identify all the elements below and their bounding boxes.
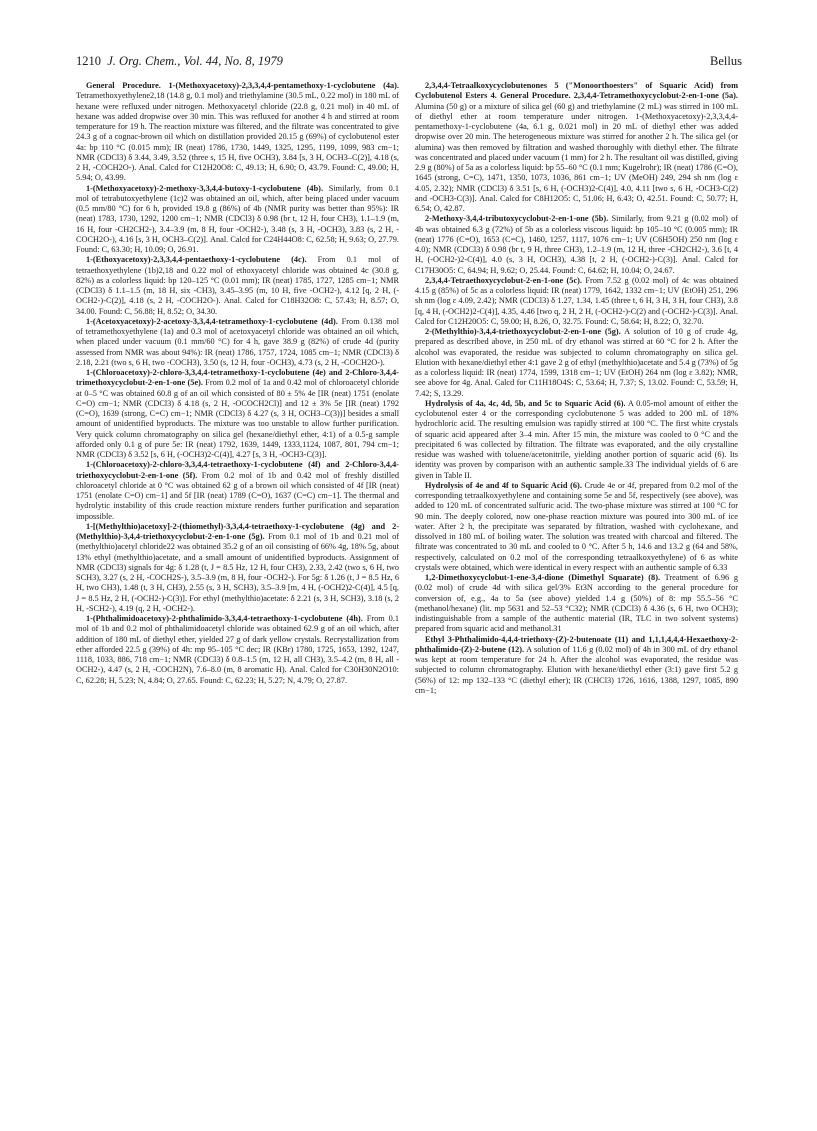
paragraph-body: Crude 4e or 4f, prepared from 0.2 mol of the corresponding tetraalkoxyethylene and containing some 5e and 5f, respectively (see above), was added to 120 mL of concentrated sulfuric acid. The two-phase mixture was stirred at 100 °C for 90 min. The deeply colored, now one-phase reaction mixture was poured into 300 mL of ice water. After 2 h, the precipitate was separated by filtration, washed with cyclohexane, and dissolved in 180 mL of boiling water. The solution was treated with charcoal and filtered. The filtrate was concentrated to 30 mL and cooled to 0 °C. After 5 h, 14.6 and 13.2 g (64 and 58%, respectively, calculated on 0.2 mol of the corresponding tetraalkoxyethylene) of 6 as white crystals were obtained, which were identical in every respect with an authentic sample of 6.33 <box>415 480 738 572</box>
paragraph <box>415 214 738 276</box>
paragraph <box>415 481 738 573</box>
paragraph <box>76 614 399 686</box>
paragraph-heading: 1-[(Methylthio)acetoxy]-2-(thiomethyl)-3,3,4,4-tetraethoxy-1-cyclobutene (4g) and 2-(Methylthio)-3,4,4-triethoxycyclobut-2-en-1-one (5g). <box>76 521 399 541</box>
paragraph-heading: 1-(Acetoxyacetoxy)-2-acetoxy-3,3,4,4-tetramethoxy-1-cyclobutene (4d). <box>86 316 338 326</box>
journal-citation: J. Org. Chem., Vol. 44, No. 8, 1979 <box>107 54 283 68</box>
paragraph-body: A solution of 11.6 g (0.02 mol) of 4h in 300 mL of dry ethanol was kept at room temperature for 24 h. After the alcohol was evaporated, the residue was subjected to column chromatography. Elution with hexane/diethyl ether (3:1) gave first 5.2 g (56%) of 12: mp 132–133 °C (diethyl ether); IR (CHCl3) 1726, 1616, 1388, 1297, 1085, 890 cm−1; <box>415 644 738 695</box>
paragraph <box>415 635 738 697</box>
paragraph-heading: 1-(Ethoxyacetoxy)-2,3,3,4,4-pentaethoxy-1-cyclobutene (4c). <box>86 255 307 265</box>
paragraph-heading: 2-Methoxy-3,4,4-tributoxycyclobut-2-en-1-one (5b). <box>425 214 609 224</box>
header-left <box>76 54 283 69</box>
paragraph <box>415 573 738 635</box>
paragraph-heading: 1-(Chloroacetoxy)-2-chloro-3,3,4,4-tetramethoxy-1-cyclobutene (4e) and 2-Chloro-3,4,4-trimethoxycyclobut-2-en-1-one (5e). <box>76 368 399 388</box>
paragraph-body: A solution of 10 g of crude 4g, prepared as described above, in 250 mL of dry ethanol was stirred at 60 °C for 2 h. After the alcohol was evaporated, the residue was subjected to column chromatography on silica gel. Elution with hexane/diethyl ether 4:1 gave 2 g of ethyl (methylthio)acetate and 5.4 g (73%) of 5g as a colorless liquid: IR (neat) 1774, 1599, 1318 cm−1; UV (EtOH) 264 nm (log ε 3.82); NMR, see above for 4g. Anal. Calcd for C11H18O4S: C, 53.64; H, 7.37; S, 13.02. Found: C, 53.59; H, 7.42; S, 13.29. <box>415 327 738 398</box>
paragraph-heading: 2,3,4,4-Tetraethoxycyclobut-2-en-1-one (5c). <box>425 275 582 285</box>
paragraph-body: From 0.1 mol of tetraethoxyethylene (1b)2,18 and 0.22 mol of ethoxyacetyl chloride was obtained 4c (30.8 g, 82%) as a colorless liquid: bp 120–125 °C (0.01 mm); IR (neat) 1785, 1727, 1285 cm−1; NMR (CDCl3) δ 1.1–1.5 (m, 18 H, six -CH3), 3.45–3.95 (m, 10 H, five -OCH2-), 4.12 [q, 2 H, (-OCH2-)-C(2)], 4.18 (s, 2 H, -COCH2O-). Anal. Calcd for C18H32O8: C, 57.43; H, 8.57; O, 34.00. Found: C, 56.88; H, 8.52; O, 34.30. <box>76 255 399 316</box>
paragraph <box>76 460 399 522</box>
paragraph-heading: Ethyl 3-Phthalimido-4,4,4-triethoxy-(Z)-2-butenoate (11) and 1,1,1,4,4,4-Hexaethoxy-2-phthalimido-(Z)-2-butene (12). <box>415 634 738 654</box>
paragraph-body: Similarly, from 9.21 g (0.02 mol) of 4b was obtained 6.3 g (72%) of 5b as a colorless viscous liquid: bp 105–10 °C (0.005 mm); IR (neat) 1776 (C=O), 1653 (C=C), 1460, 1257, 1117, 1076 cm−1; UV (C6H5OH) 250 nm (log ε 4.0); NMR (CDCl3) δ 0.98 (br t, 9 H, three CH3), 1.2–1.9 (m, 12 H, three -CH2CH2-), 3.6 [t, 4 H, (-OCH2-)2-C(4)], 4.0 (s, 3 H, OCH3), 4.38 [t, 2 H, (-OCH2-)-C(3)]. Anal. Calcd for C17H30O5: C, 64.94; H, 9.62; O, 25.44. Found: C, 64.62; H, 10.04; O, 24.67. <box>415 214 738 275</box>
right-column <box>415 81 738 696</box>
paragraph-heading: 2-(Methylthio)-3,4,4-triethoxycyclobut-2-en-1-one (5g). <box>425 327 621 336</box>
paragraph-heading: Hydrolysis of 4a, 4c, 4d, 5b, and 5c to Squaric Acid (6). <box>425 398 626 408</box>
paragraph <box>415 327 738 399</box>
paragraph <box>76 184 399 256</box>
paragraph-body: Treatment of 6.96 g (0.02 mol) of crude 4d with silica gel/3% Et3N according to the general procedure for conversion of, e.g., 4a to 5a (see above) yielded 1.4 g (50%) of 8: mp 55.5–56 °C (methanol/hexane) (lit. mp 5631 and 52–53 °C32); NMR (CDCl3) δ 4.36 (s, 6 H, two OCH3); indistinguishable from a sample of the authentic material (IR, TLC in two solvent systems) prepared from squaric acid and methanol.31 <box>415 573 738 634</box>
paragraph-body: From 0.1 mol of 1b and 0.2 mol of phthalimidoacetyl chloride was obtained 62.9 g of an oil which, after addition of 180 mL of diethyl ether, yielded 27 g of dark yellow crystals. Recrystallization from ether afforded 22.5 g (39%) of 4h: mp 95–105 °C dec; IR (KBr) 1780, 1725, 1653, 1392, 1247, 1118, 1033, 886, 718 cm−1; NMR (CDCl3) δ 0.8–1.5 (m, 12 H, all CH3), 3.5–4.2 (m, 8 H, all -OCH2-), 4.47 (s, 2 H, -COCH2N), 7.6–8.0 (m, 8 aromatic H). Anal. Calcd for C30H30N2O10: C, 62.28; H, 5.23; N, 4.84; O, 27.65. Found: C, 62.23; H, 5.27; N, 4.79; O, 27.87. <box>76 614 399 685</box>
paragraph <box>76 522 399 614</box>
paragraph-heading: 1-(Phthalimidoacetoxy)-2-phthalimido-3,3,4,4-tetraethoxy-1-cyclobutene (4h). <box>86 614 363 623</box>
running-header <box>76 54 742 70</box>
paragraph <box>76 368 399 460</box>
paragraph-heading: 1,2-Dimethoxycyclobut-1-ene-3,4-dione (Dimethyl Squarate) (8). <box>425 573 661 582</box>
paragraph <box>76 255 399 317</box>
paragraph-body: Tetramethoxyethylene2,18 (14.8 g, 0.1 mol) and triethylamine (30.5 mL, 0.22 mol) in 180 mL of hexane were refluxed under nitrogen. Methoxyacetyl chloride (22.8 g, 0.21 mol) in 40 mL of hexane was added dropwise over 30 min. This was refluxed for another 4 h and stirred at room temperature for 19 h. The reaction mixture was filtered, and the filtrate was concentrated to give 24.3 g of a cognac-brown oil which on distillation provided 20.15 g (69%) of cyclobutenol ester 4a: bp 110 °C (0.015 mm); IR (neat) 1786, 1730, 1449, 1325, 1295, 1199, 1099, 983 cm−1; NMR (CDCl3) δ 3.44, 3.49, 3.52 (three s, 15 H, five OCH3), 3.84 [s, 3 H, OCH3–C(2)], 4.18 (s, 2 H, -COCH2O-). Anal. Calcd for C12H20O8: C, 49.13; H, 6.90; O, 43.79. Found: C, 49.00; H, 5.94; O, 43.99. <box>76 91 399 183</box>
paragraph-body: From 0.138 mol of tetramethoxyethylene (1a) and 0.3 mol of acetoxyacetyl chloride was obtained an oil which, when placed under vacuum (0.1 mm/60 °C) for 4 h, gave 38.9 g (82%) of crude 4d (purity assessed from NMR was about 94%): IR (neat) 1786, 1757, 1724, 1085 cm−1; NMR (CDCl3) δ 2.18, 2.21 (two s, 6 H, two -COCH3), 3.50 (s, 12 H, four -OCH3), 4.73 (s, 2 H, -COCH2O-). <box>76 316 399 367</box>
paragraph-heading: Hydrolysis of 4e and 4f to Squaric Acid (6). <box>425 480 582 490</box>
paragraph-body: From 0.2 mol of 1a and 0.42 mol of chloroacetyl chloride at 0–5 °C was obtained 60.8 g of an oil which consisted of 80 ± 5% 4e [IR (neat) 1751 (enolate C=O) cm−1; NMR (CDCl3) δ 4.18 (s, 2 H, -OCOCH2Cl)] and 12 ± 3% 5e [IR (neat) 1792 (C=O), 1639 (strong, C=C) cm−1; NMR (CDCl3) δ 4.27 (s, 3 H, OCH3–C(3))] besides a small amount of unidentified byproducts. The mixture was too unstable to allow further purification. Very quick column chromatography on silica gel (hexane/diethyl ether, 4:1) of a 0.5-g sample afforded only 0.1 g of pure 5e: IR (neat) 1792, 1639, 1449, 1333,1124, 1087, 801, 794 cm−1; NMR (CDCl3) δ 3.52 [s, 6 H, (-OCH3)2-C(4)], 4.27 [s, 3 H, -OCH3-C(3)]. <box>76 378 399 459</box>
paragraph-heading: General Procedure. 1-(Methoxyacetoxy)-2,3,3,4,4-pentamethoxy-1-cyclobutene (4a). <box>86 81 399 90</box>
paragraph-body: A 0.05-mol amount of either the cyclobutenol ester 4 or the corresponding cyclobutenone 5 was added to 200 mL of 18% hydrochloric acid. The resulting emulsion was rapidly stirred at 100 °C. The first white crystals of squaric acid appeared after 3–4 min. After 15 min, the mixture was cooled to 0 °C and the precipitated 6 was collected by filtration. The filtrate was evaporated, and the oily crystalline residue was washed with toluene/acetonitrile, yielding another portion of squaric acid (6). Its identity was proven by comparison with an authentic sample.33 The individual yields of 6 are given in Table II. <box>415 398 738 480</box>
paragraph-body: From 0.2 mol of 1b and 0.42 mol of freshly distilled chloroacetyl chloride at 0 °C was obtained 62 g of a brown oil which consisted of 4f [IR (neat) 1751 (enolate C=O) cm−1] and 5f [IR (neat) 1789 (C=O), 1637 (C=C) cm−1]. The thermal and hydrolytic instability of this crude reaction mixture renders further purification and separation impossible. <box>76 470 399 521</box>
paragraph <box>415 276 738 327</box>
paragraph-heading: 2,3,4,4-Tetraalkoxycyclobutenones 5 ("Monoorthoesters" of Squaric Acid) from Cyclobutenol Esters 4. General Procedure. 2,3,4,4-Tetramethoxycyclobut-2-en-1-one (5a). <box>415 81 738 101</box>
page-number: 1210 <box>76 54 101 68</box>
paragraph-body: From 7.52 g (0.02 mol) of 4c was obtained 4.15 g (85%) of 5c as a colorless liquid: IR (neat) 1779, 1642, 1332 cm−1; UV (EtOH) 251, 296 sh nm (log ε 4.09, 2.42); NMR (CDCl3) δ 1.27, 1.34, 1.45 (three t, 6 H, 3 H, 3 H, four CH3), 3.8 [q, 4 H, (-OCH2)2-C(4)], 4.35, 4.46 [two q, 2 H, 2 H, (-OCH2-)-C(2) and (-OCH2-)-C(3)]. Anal. Calcd for C12H20O5: C, 59.00; H, 8.26, O, 32.75. Found: C, 58.64; H, 8.22; O, 32.70. <box>415 275 738 326</box>
paragraph-body: Alumina (50 g) or a mixture of silica gel (60 g) and triethylamine (2 mL) was stirred in 100 mL of diethyl ether at room temperature under nitrogen. 1-(Methoxyacetoxy)-2,3,3,4,4-pentamethoxy-1-cyclobutene (4a, 6.1 g, 0.021 mol) in 20 mL of diethyl ether was added dropwise over 20 min. The heterogeneous mixture was stirred for another 2 h. The silica gel (or alumina) was then removed by filtration and washed thoroughly with diethyl ether. The filtrate was concentrated and placed under vacuum (1 mm) for 2 h. The resultant oil was distilled, giving 2.9 g (80%) of 5a as a colorless liquid: bp 55–60 °C (0.1 mm; Kugelrohr); IR (neat) 1786 (C=O), 1645 (strong, C=C), 1471, 1350, 1073, 1036, 861 cm−1; UV (MeOH) 249, 294 sh nm (log ε 4.05, 2.32); NMR (CDCl3) δ 3.51 [s, 6 H, (-OCH3)2-C(4)], 4.0, 4.11 [two s, 6 H, -OCH3-C(2) and -OCH3-C(3)]. Anal. Calcd for C8H12O5: C, 51.06; H, 6.43; O, 42.51. Found: C, 50.77; H, 6.54; O, 42.87. <box>415 101 738 213</box>
paragraph-body: Similarly, from 0.1 mol of tetrabutoxyethylene (1c)2 was obtained an oil, which, after being placed under vacuum (0.5 mm/80 °C) for 6 h, provided 19.8 g (86%) of 4b (NMR purity was better than 95%): IR (neat) 1783, 1730, 1292, 1200 cm−1; NMR (CDCl3) δ 0.98 (br t, 12 H, four CH3), 1.1–1.9 (m, 16 H, four -CH2CH2-), 3.4–3.9 (m, 8 H, four -OCH2-), 3.48 (s, 3 H, -OCH3), 3.83 (s, 2 H, -COCH2O-), 4.16 [s, 3 H, OCH3–C(2)]. Anal. Calcd for C24H44O8: C, 62.58; H, 9.63; O, 27.79. Found: C, 63.30; H, 10.09; O, 26.91. <box>76 183 399 254</box>
paragraph <box>415 399 738 481</box>
paragraph <box>76 81 399 184</box>
paragraph-body: From 0.1 mol of 1b and 0.21 mol of (methylthio)acetyl chloride22 was obtained 35.2 g of an oil consisting of 66% 4g, 18% 5g, about 13% ethyl (methylthio)acetate, and a small amount of unidentified byproducts. Assignment of NMR (CDCl3) signals for 4g: δ 1.28 (t, J = 8.5 Hz, 12 H, four CH3), 2.33, 2.42 (two s, 6 H, two SCH3), 3.27 (s, 2 H, -COCH2S-), 3.5–3.9 (m, 8 H, four -OCH2-). For 5g: δ 1.26 (t, J = 8.5 Hz, 6 H, two CH3), 1.48 (t, 3 H, CH3), 2.55 (s, 3 H, SCH3), 3.5–3.9 [m, 4 H, (-OCH2)2-C(4)], 4.5 [q, J = 8.5 Hz, 2 H, (-OCH2-)-C(3)]. For ethyl (methylthio)acetate: δ 2.21 (s, 3 H, SCH3), 3.18 (s, 2 H, -SCH2-), 4.19 (q, 2 H, -OCH2-). <box>76 532 399 613</box>
left-column <box>76 81 399 686</box>
paragraph <box>415 81 738 214</box>
paragraph <box>76 317 399 368</box>
author-name: Bellus <box>710 54 742 68</box>
paragraph-heading: 1-(Chloroacetoxy)-2-chloro-3,3,4,4-tetraethoxy-1-cyclobutene (4f) and 2-Chloro-3,4,4-triethoxycyclobut-2-en-1-one (5f). <box>76 460 399 480</box>
paragraph-heading: 1-(Methoxyacetoxy)-2-methoxy-3,3,4,4-butoxy-1-cyclobutene (4b). <box>86 183 324 193</box>
